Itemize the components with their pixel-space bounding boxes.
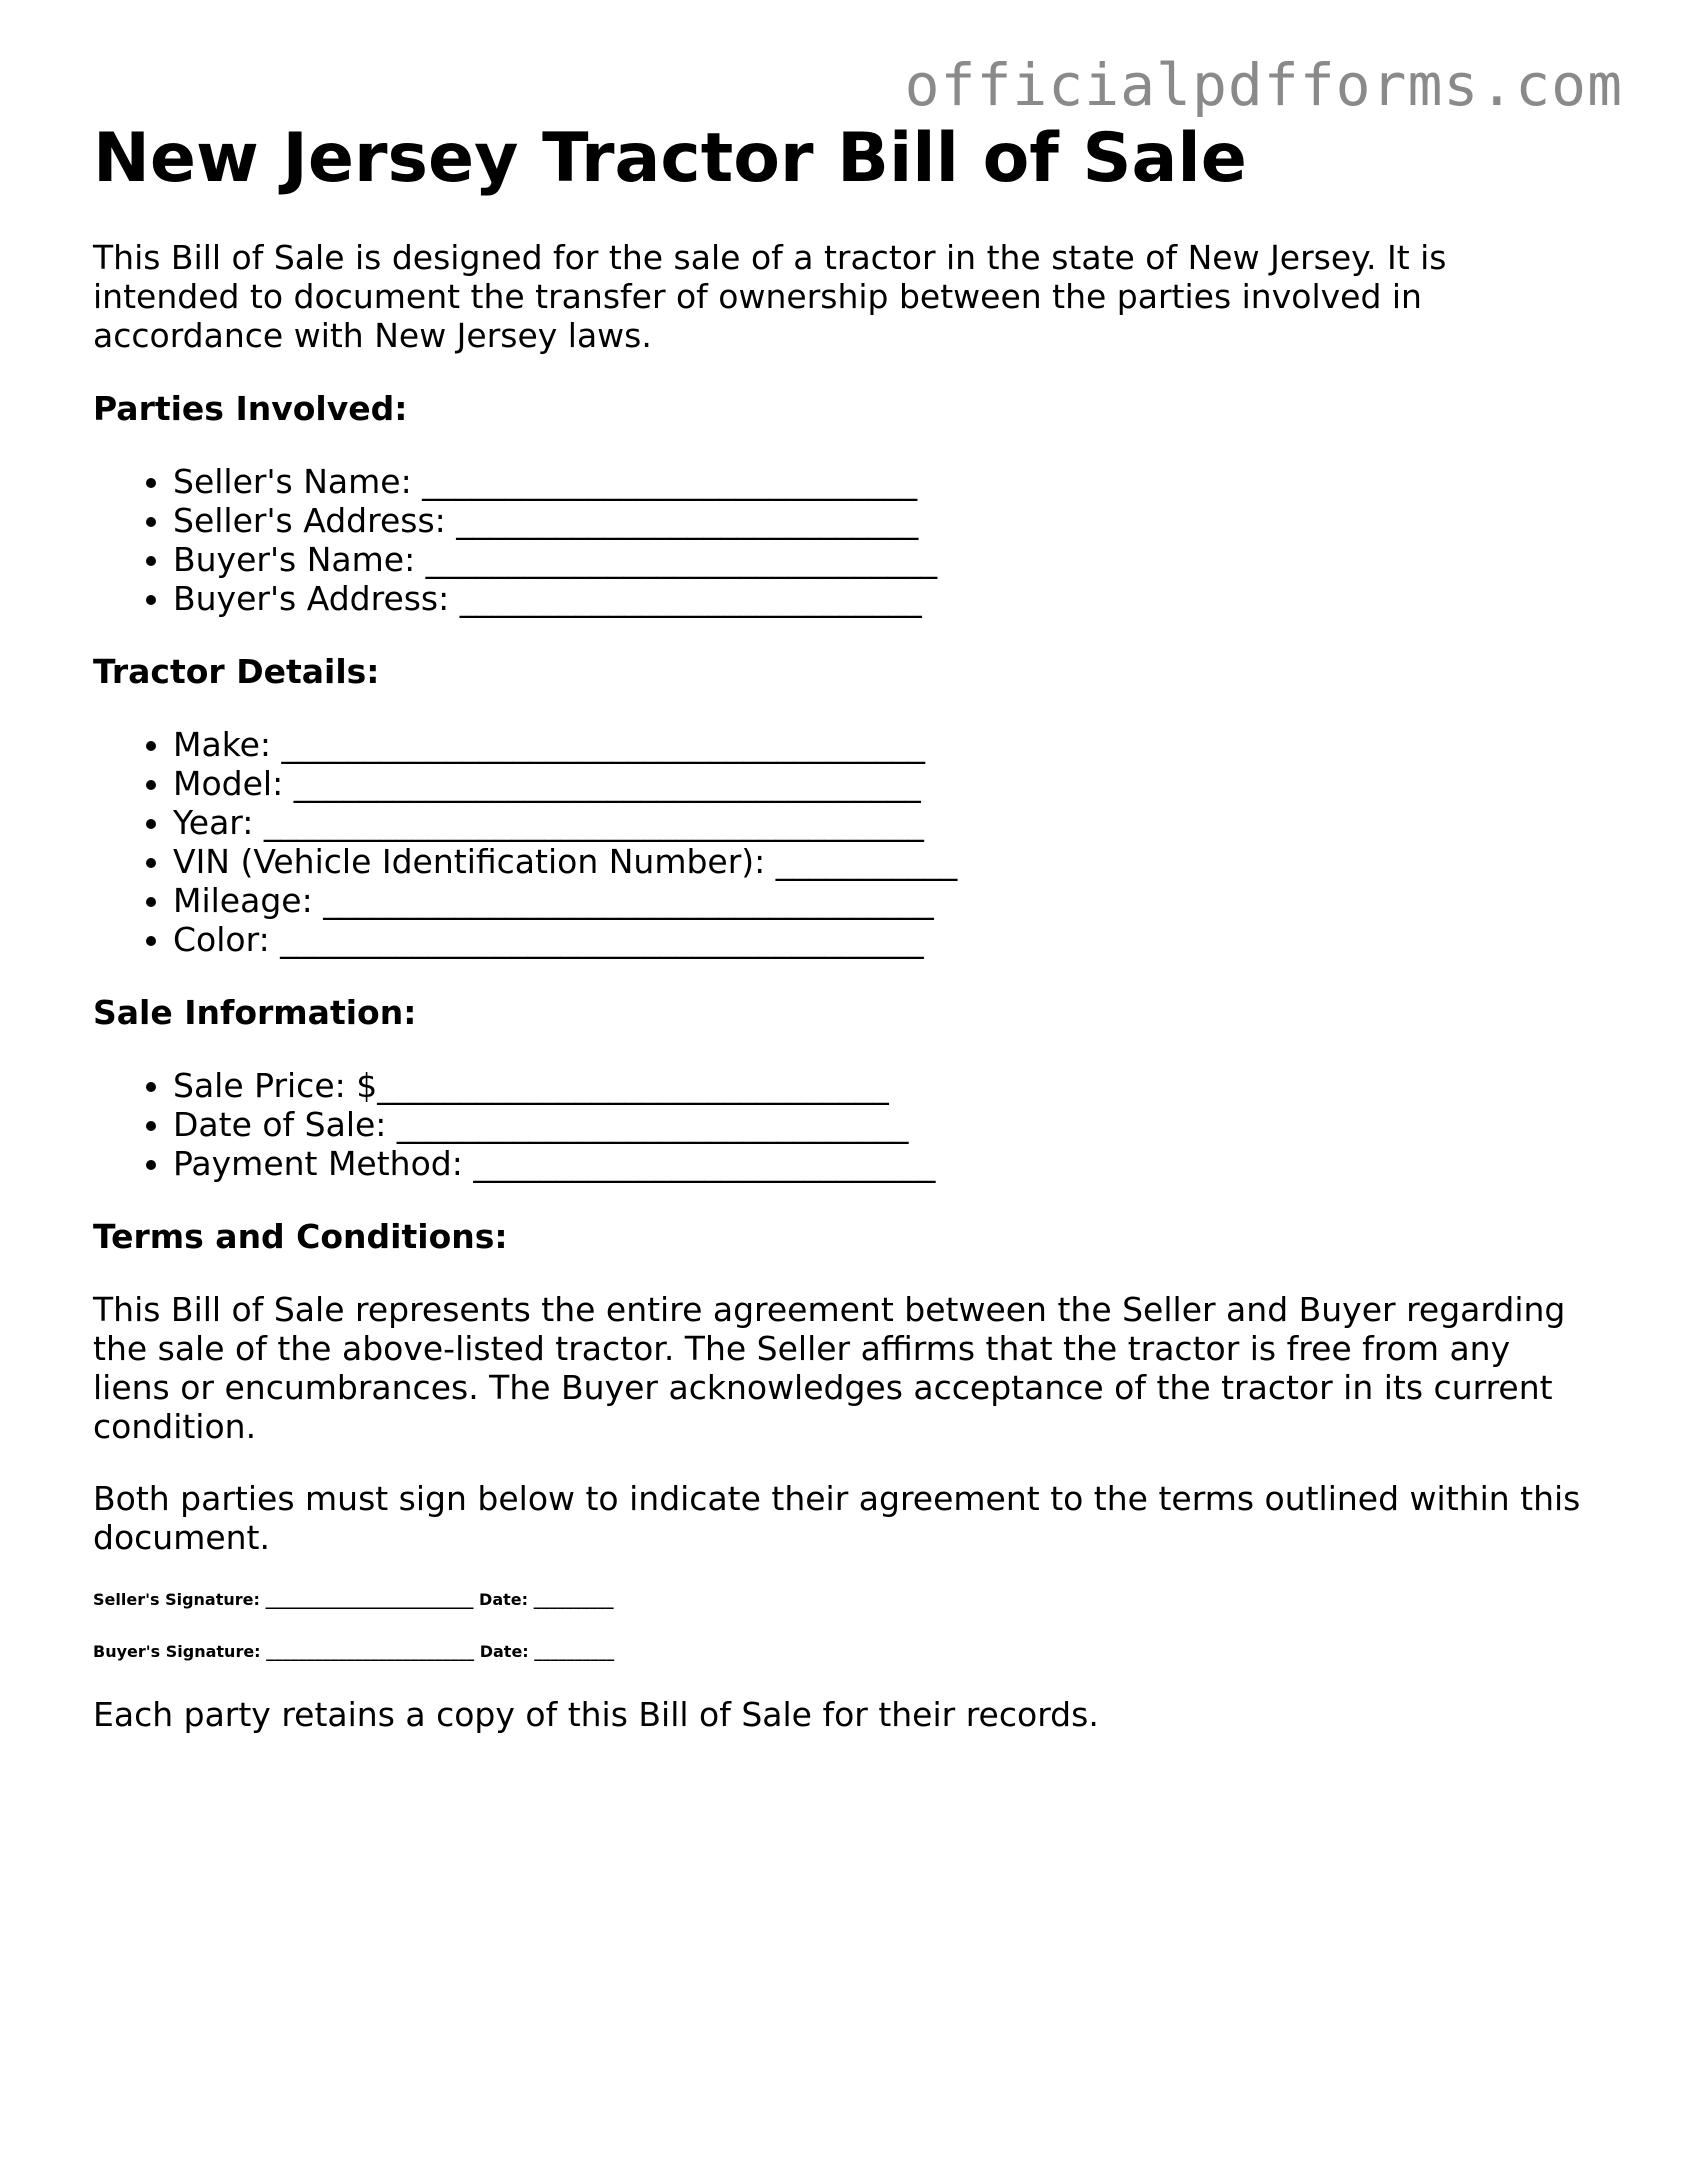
buyer-signature-line: Buyer's Signature: __________________________ Date: __________	[93, 1641, 615, 1661]
intro-paragraph: This Bill of Sale is designed for the sale of a tractor in the state of New Jersey. It is intended to document the transfer of ownership between the parties involved in accordance with New Jersey laws.	[93, 237, 1447, 355]
make-field: • Make: _______________________________________	[173, 725, 1593, 764]
vin-field: • VIN (Vehicle Identification Number): ___________	[173, 842, 1593, 881]
sale-price-field: • Sale Price: $_______________________________	[173, 1066, 1593, 1105]
color-field: • Color: _______________________________________	[173, 920, 1593, 959]
seller-signature-line: Seller's Signature: __________________________ Date: __________	[93, 1589, 614, 1609]
mileage-field: • Mileage: _____________________________________	[173, 881, 1593, 920]
terms-heading: Terms and Conditions:	[93, 1216, 508, 1256]
seller-address-field: • Seller's Address: ____________________________	[173, 501, 1593, 540]
tractor-list	[93, 725, 1593, 959]
parties-heading: Parties Involved:	[93, 388, 408, 428]
document-title: New Jersey Tractor Bill of Sale	[93, 119, 1247, 198]
tractor-heading: Tractor Details:	[93, 651, 380, 691]
buyer-name-field: • Buyer's Name: _______________________________	[173, 540, 1593, 579]
watermark: officialpdfforms.com	[904, 51, 1623, 119]
buyer-address-field: • Buyer's Address: ____________________________	[173, 579, 1593, 618]
model-field: • Model: ______________________________________	[173, 764, 1593, 803]
sale-list	[93, 1066, 1593, 1183]
parties-list	[93, 462, 1593, 618]
payment-method-field: • Payment Method: ____________________________	[173, 1144, 1593, 1183]
sale-heading: Sale Information:	[93, 992, 417, 1032]
date-of-sale-field: • Date of Sale: _______________________________	[173, 1105, 1593, 1144]
agreement-paragraph: Both parties must sign below to indicate their agreement to the terms outlined within this document.	[93, 1478, 1581, 1557]
seller-name-field: • Seller's Name: ______________________________	[173, 462, 1593, 501]
document-page	[93, 118, 1593, 1734]
closing-paragraph: Each party retains a copy of this Bill of Sale for their records.	[93, 1694, 1099, 1734]
year-field: • Year: ________________________________________	[173, 803, 1593, 842]
terms-paragraph: This Bill of Sale represents the entire agreement between the Seller and Buyer regarding the sale of the above-listed tractor. The Seller affirms that the tractor is free from any liens or encumbrances. The Buyer acknowledges acceptance of the tractor in its current condition.	[93, 1289, 1566, 1446]
